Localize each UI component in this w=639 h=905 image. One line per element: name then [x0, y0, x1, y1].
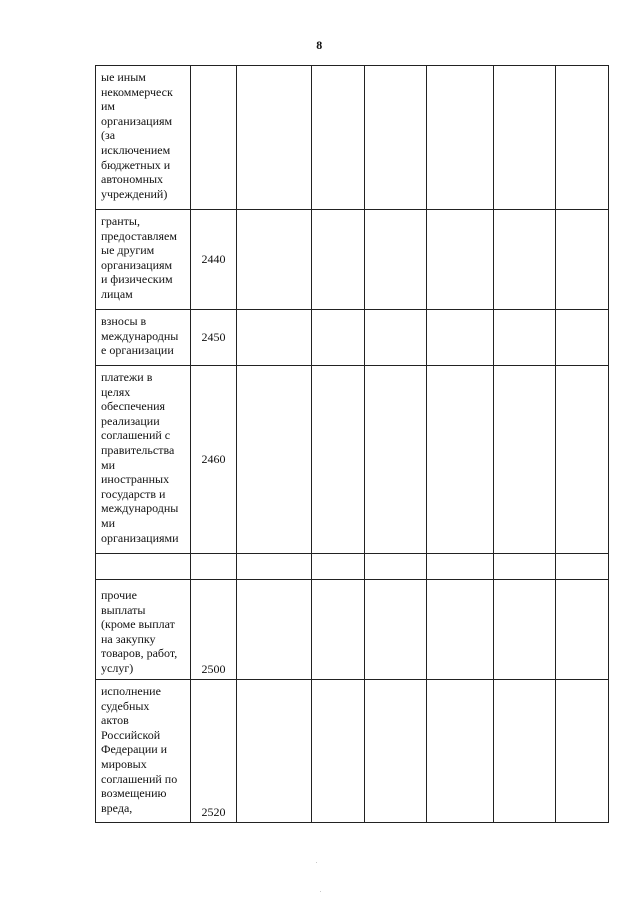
value-cell	[237, 554, 312, 580]
value-cell	[494, 310, 556, 366]
value-cell	[237, 580, 312, 680]
value-cell	[494, 680, 556, 823]
value-cell	[556, 66, 609, 210]
value-cell	[365, 210, 427, 310]
value-cell	[312, 680, 365, 823]
row-name-cell: прочие выплаты (кроме выплат на закупку товаров, работ, услуг)	[96, 580, 191, 680]
value-cell	[312, 366, 365, 554]
value-cell	[237, 680, 312, 823]
value-cell	[556, 310, 609, 366]
value-cell	[312, 66, 365, 210]
value-cell	[427, 66, 494, 210]
row-name-cell: гранты, предоставляем ые другим организациям и физическим лицам	[96, 210, 191, 310]
row-code-cell: 2500	[191, 580, 237, 680]
table-row	[96, 366, 609, 554]
value-cell	[494, 210, 556, 310]
value-cell	[556, 210, 609, 310]
row-code-cell: 2460	[191, 366, 237, 554]
table-row	[96, 210, 609, 310]
value-cell	[427, 210, 494, 310]
table-row	[96, 580, 609, 680]
value-cell	[427, 554, 494, 580]
row-code-cell	[191, 554, 237, 580]
budget-table	[95, 65, 609, 823]
value-cell	[494, 366, 556, 554]
row-code-cell: 2520	[191, 680, 237, 823]
value-cell	[556, 680, 609, 823]
value-cell	[365, 310, 427, 366]
value-cell	[365, 366, 427, 554]
value-cell	[556, 554, 609, 580]
table-row	[96, 66, 609, 210]
value-cell	[237, 366, 312, 554]
row-name-cell: ые иным некоммерческ им организациям (за исключением бюджетных и автономных учреждений)	[96, 66, 191, 210]
row-name-cell: платежи в целях обеспечения реализации соглашений с правительства ми иностранных государств и международны ми организациями	[96, 366, 191, 554]
row-code-cell: 2440	[191, 210, 237, 310]
value-cell	[427, 680, 494, 823]
value-cell	[365, 66, 427, 210]
value-cell	[365, 680, 427, 823]
value-cell	[365, 580, 427, 680]
value-cell	[427, 366, 494, 554]
value-cell	[494, 580, 556, 680]
value-cell	[312, 310, 365, 366]
page-number: 8	[316, 38, 323, 52]
scan-speck	[320, 891, 321, 892]
value-cell	[494, 66, 556, 210]
table-row	[96, 310, 609, 366]
row-name-cell: взносы в международны е организации	[96, 310, 191, 366]
value-cell	[427, 310, 494, 366]
value-cell	[365, 554, 427, 580]
value-cell	[237, 310, 312, 366]
row-name-cell	[96, 554, 191, 580]
value-cell	[312, 554, 365, 580]
value-cell	[556, 366, 609, 554]
value-cell	[312, 210, 365, 310]
value-cell	[237, 66, 312, 210]
table-row	[96, 554, 609, 580]
value-cell	[494, 554, 556, 580]
scan-speck	[316, 862, 317, 863]
value-cell	[556, 580, 609, 680]
row-name-cell: исполнение судебных актов Российской Федерации и мировых соглашений по возмещению вреда,	[96, 680, 191, 823]
row-code-cell: 2450	[191, 310, 237, 366]
value-cell	[312, 580, 365, 680]
value-cell	[237, 210, 312, 310]
value-cell	[427, 580, 494, 680]
row-code-cell	[191, 66, 237, 210]
table-row	[96, 680, 609, 823]
